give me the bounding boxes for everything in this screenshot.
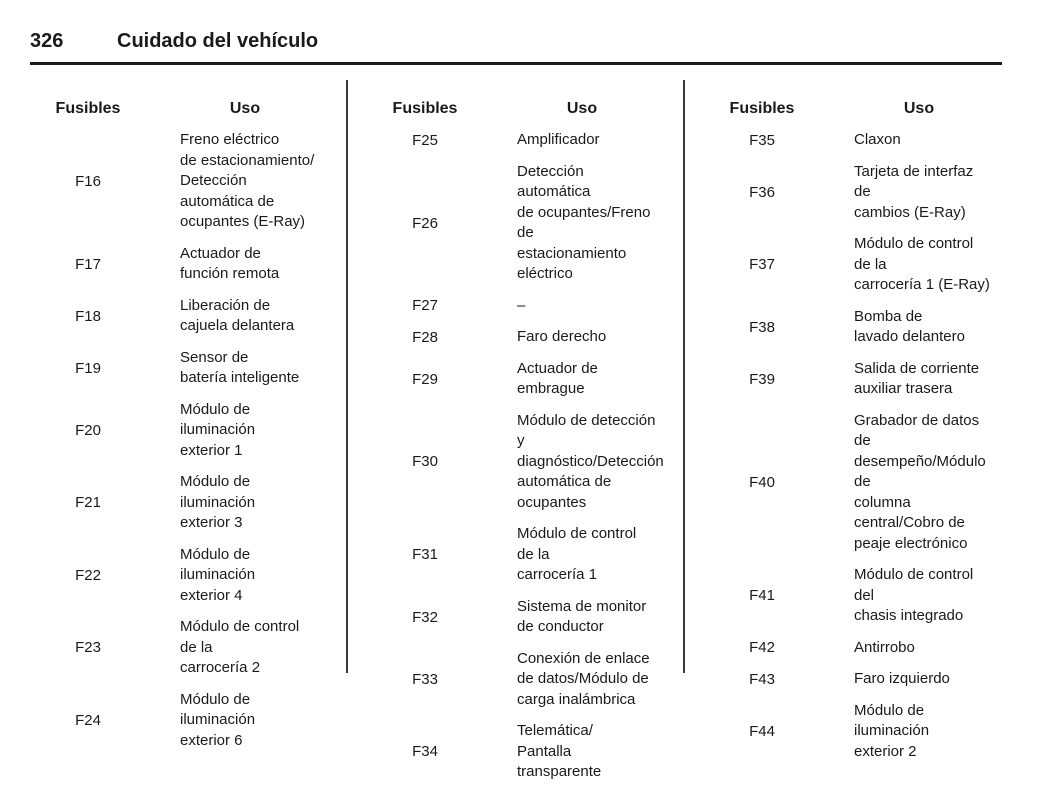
fuse-id: F40	[749, 473, 775, 491]
table-header	[30, 100, 320, 130]
fuse-id: F29	[412, 370, 438, 388]
fuse-usage: Módulo de detección y diagnóstico/Detección automática de ocupantes	[517, 411, 664, 511]
table-row	[704, 234, 994, 296]
table-header	[704, 100, 994, 130]
fuse-table-column-3	[704, 100, 994, 773]
table-row	[367, 162, 657, 285]
table-row	[704, 130, 994, 151]
fuse-id: F18	[75, 307, 101, 325]
fuse-usage: Salida de corriente auxiliar trasera	[854, 359, 980, 397]
fuse-table-column-1	[30, 100, 320, 762]
table-row	[704, 162, 994, 224]
table-row	[30, 617, 320, 679]
table-row	[704, 359, 994, 400]
header-fusibles: Fusibles	[392, 100, 458, 117]
table-row	[367, 721, 657, 783]
fuse-usage: Claxon	[854, 131, 901, 148]
fuse-id: F32	[412, 608, 438, 626]
table-row	[367, 130, 657, 151]
fuse-id: F42	[749, 639, 775, 657]
fuse-id: F34	[412, 743, 438, 761]
fuse-id: F28	[412, 328, 438, 346]
fuse-id: F19	[75, 359, 101, 377]
table-row	[30, 472, 320, 534]
header-fusibles: Fusibles	[729, 100, 795, 117]
fuse-id: F35	[749, 131, 775, 149]
fuse-id: F39	[749, 370, 775, 388]
fuse-id: F43	[749, 670, 775, 688]
fuse-usage: Amplificador	[517, 131, 600, 148]
fuse-id: F22	[75, 566, 101, 584]
header-uso: Uso	[903, 100, 935, 117]
fuse-table-column-2	[367, 100, 664, 794]
fuse-usage: –	[517, 296, 526, 314]
fuse-usage: Módulo de iluminación exterior 4	[180, 545, 256, 604]
table-row	[704, 565, 994, 627]
header-uso: Uso	[566, 100, 598, 117]
fuse-usage: Módulo de iluminación exterior 6	[180, 690, 256, 749]
fuse-usage: Grabador de datos de desempeño/Módulo de columna central/Cobro de peaje electrónico	[854, 411, 986, 552]
table-row	[704, 638, 994, 659]
fuse-usage: Freno eléctrico de estacionamiento/ Detección automática de ocupantes (E-Ray)	[180, 131, 315, 230]
fuse-usage: Sistema de monitor de conductor	[517, 597, 647, 635]
fuse-usage: Actuador de función remota	[180, 244, 280, 282]
table-row	[367, 524, 657, 586]
fuse-id: F20	[75, 421, 101, 439]
header-fusibles: Fusibles	[55, 100, 121, 117]
table-row	[30, 400, 320, 462]
fuse-id: F41	[749, 587, 775, 605]
fuse-id: F24	[75, 711, 101, 729]
table-row	[367, 327, 657, 348]
table-row	[367, 411, 664, 514]
page-number: 326	[30, 30, 64, 52]
fuse-usage: Conexión de enlace de datos/Módulo de carga inalámbrica	[517, 649, 650, 708]
table-row	[704, 411, 994, 555]
table-row	[30, 348, 320, 389]
chapter-title: Cuidado del vehículo	[117, 30, 319, 52]
column-divider	[346, 80, 348, 673]
header-uso: Uso	[229, 100, 261, 117]
fuse-usage: Tarjeta de interfaz de cambios (E-Ray)	[854, 162, 974, 221]
fuse-usage: Faro izquierdo	[854, 670, 950, 687]
fuse-usage: Módulo de control de la carrocería 2	[180, 618, 300, 676]
fuse-id: F38	[749, 318, 775, 336]
fuse-usage: Módulo de iluminación exterior 1	[180, 400, 256, 459]
fuse-usage: Faro derecho	[517, 328, 607, 345]
table-row	[367, 359, 657, 400]
fuse-usage: Módulo de iluminación exterior 3	[180, 473, 256, 531]
table-header	[367, 100, 657, 130]
column-divider	[683, 80, 685, 673]
fuse-id: F23	[75, 639, 101, 657]
table-row	[367, 649, 657, 711]
fuse-id: F16	[75, 172, 101, 190]
page-header	[30, 30, 1002, 60]
table-row	[704, 669, 994, 690]
fuse-id: F37	[749, 256, 775, 274]
fuse-usage: Módulo de control del chasis integrado	[854, 566, 974, 624]
fuse-usage: Antirrobo	[854, 638, 915, 656]
table-row	[30, 130, 320, 233]
fuse-id: F27	[412, 297, 438, 315]
fuse-id: F31	[412, 546, 438, 564]
fuse-id: F25	[412, 131, 438, 149]
fuse-id: F44	[749, 722, 775, 740]
fuse-usage: Telemática/ Pantalla transparente	[517, 722, 602, 780]
fuse-id: F17	[75, 255, 101, 273]
fuse-usage: Módulo de control de la carrocería 1	[517, 525, 637, 583]
fuse-id: F26	[412, 214, 438, 232]
table-row	[30, 545, 320, 607]
fuse-usage: Módulo de iluminación exterior 2	[854, 701, 930, 760]
table-row	[30, 244, 320, 285]
table-row	[30, 690, 320, 752]
fuse-usage: Sensor de batería inteligente	[180, 348, 300, 386]
table-row	[30, 296, 320, 337]
fuse-id: F21	[75, 494, 101, 512]
header-rule	[30, 62, 1002, 65]
table-row	[367, 296, 657, 317]
fuse-usage: Actuador de embrague	[517, 359, 598, 397]
fuse-usage: Bomba de lavado delantero	[854, 307, 965, 345]
fuse-usage: Detección automática de ocupantes/Freno de estacionamiento eléctrico	[517, 162, 651, 282]
table-row	[704, 701, 994, 763]
fuse-id: F30	[412, 453, 438, 471]
fuse-usage: Módulo de control de la carrocería 1 (E-Ray)	[854, 235, 990, 293]
fuse-id: F33	[412, 670, 438, 688]
fuse-id: F36	[749, 183, 775, 201]
fuse-usage: Liberación de cajuela delantera	[180, 296, 295, 334]
table-row	[704, 307, 994, 348]
table-row	[367, 597, 657, 638]
